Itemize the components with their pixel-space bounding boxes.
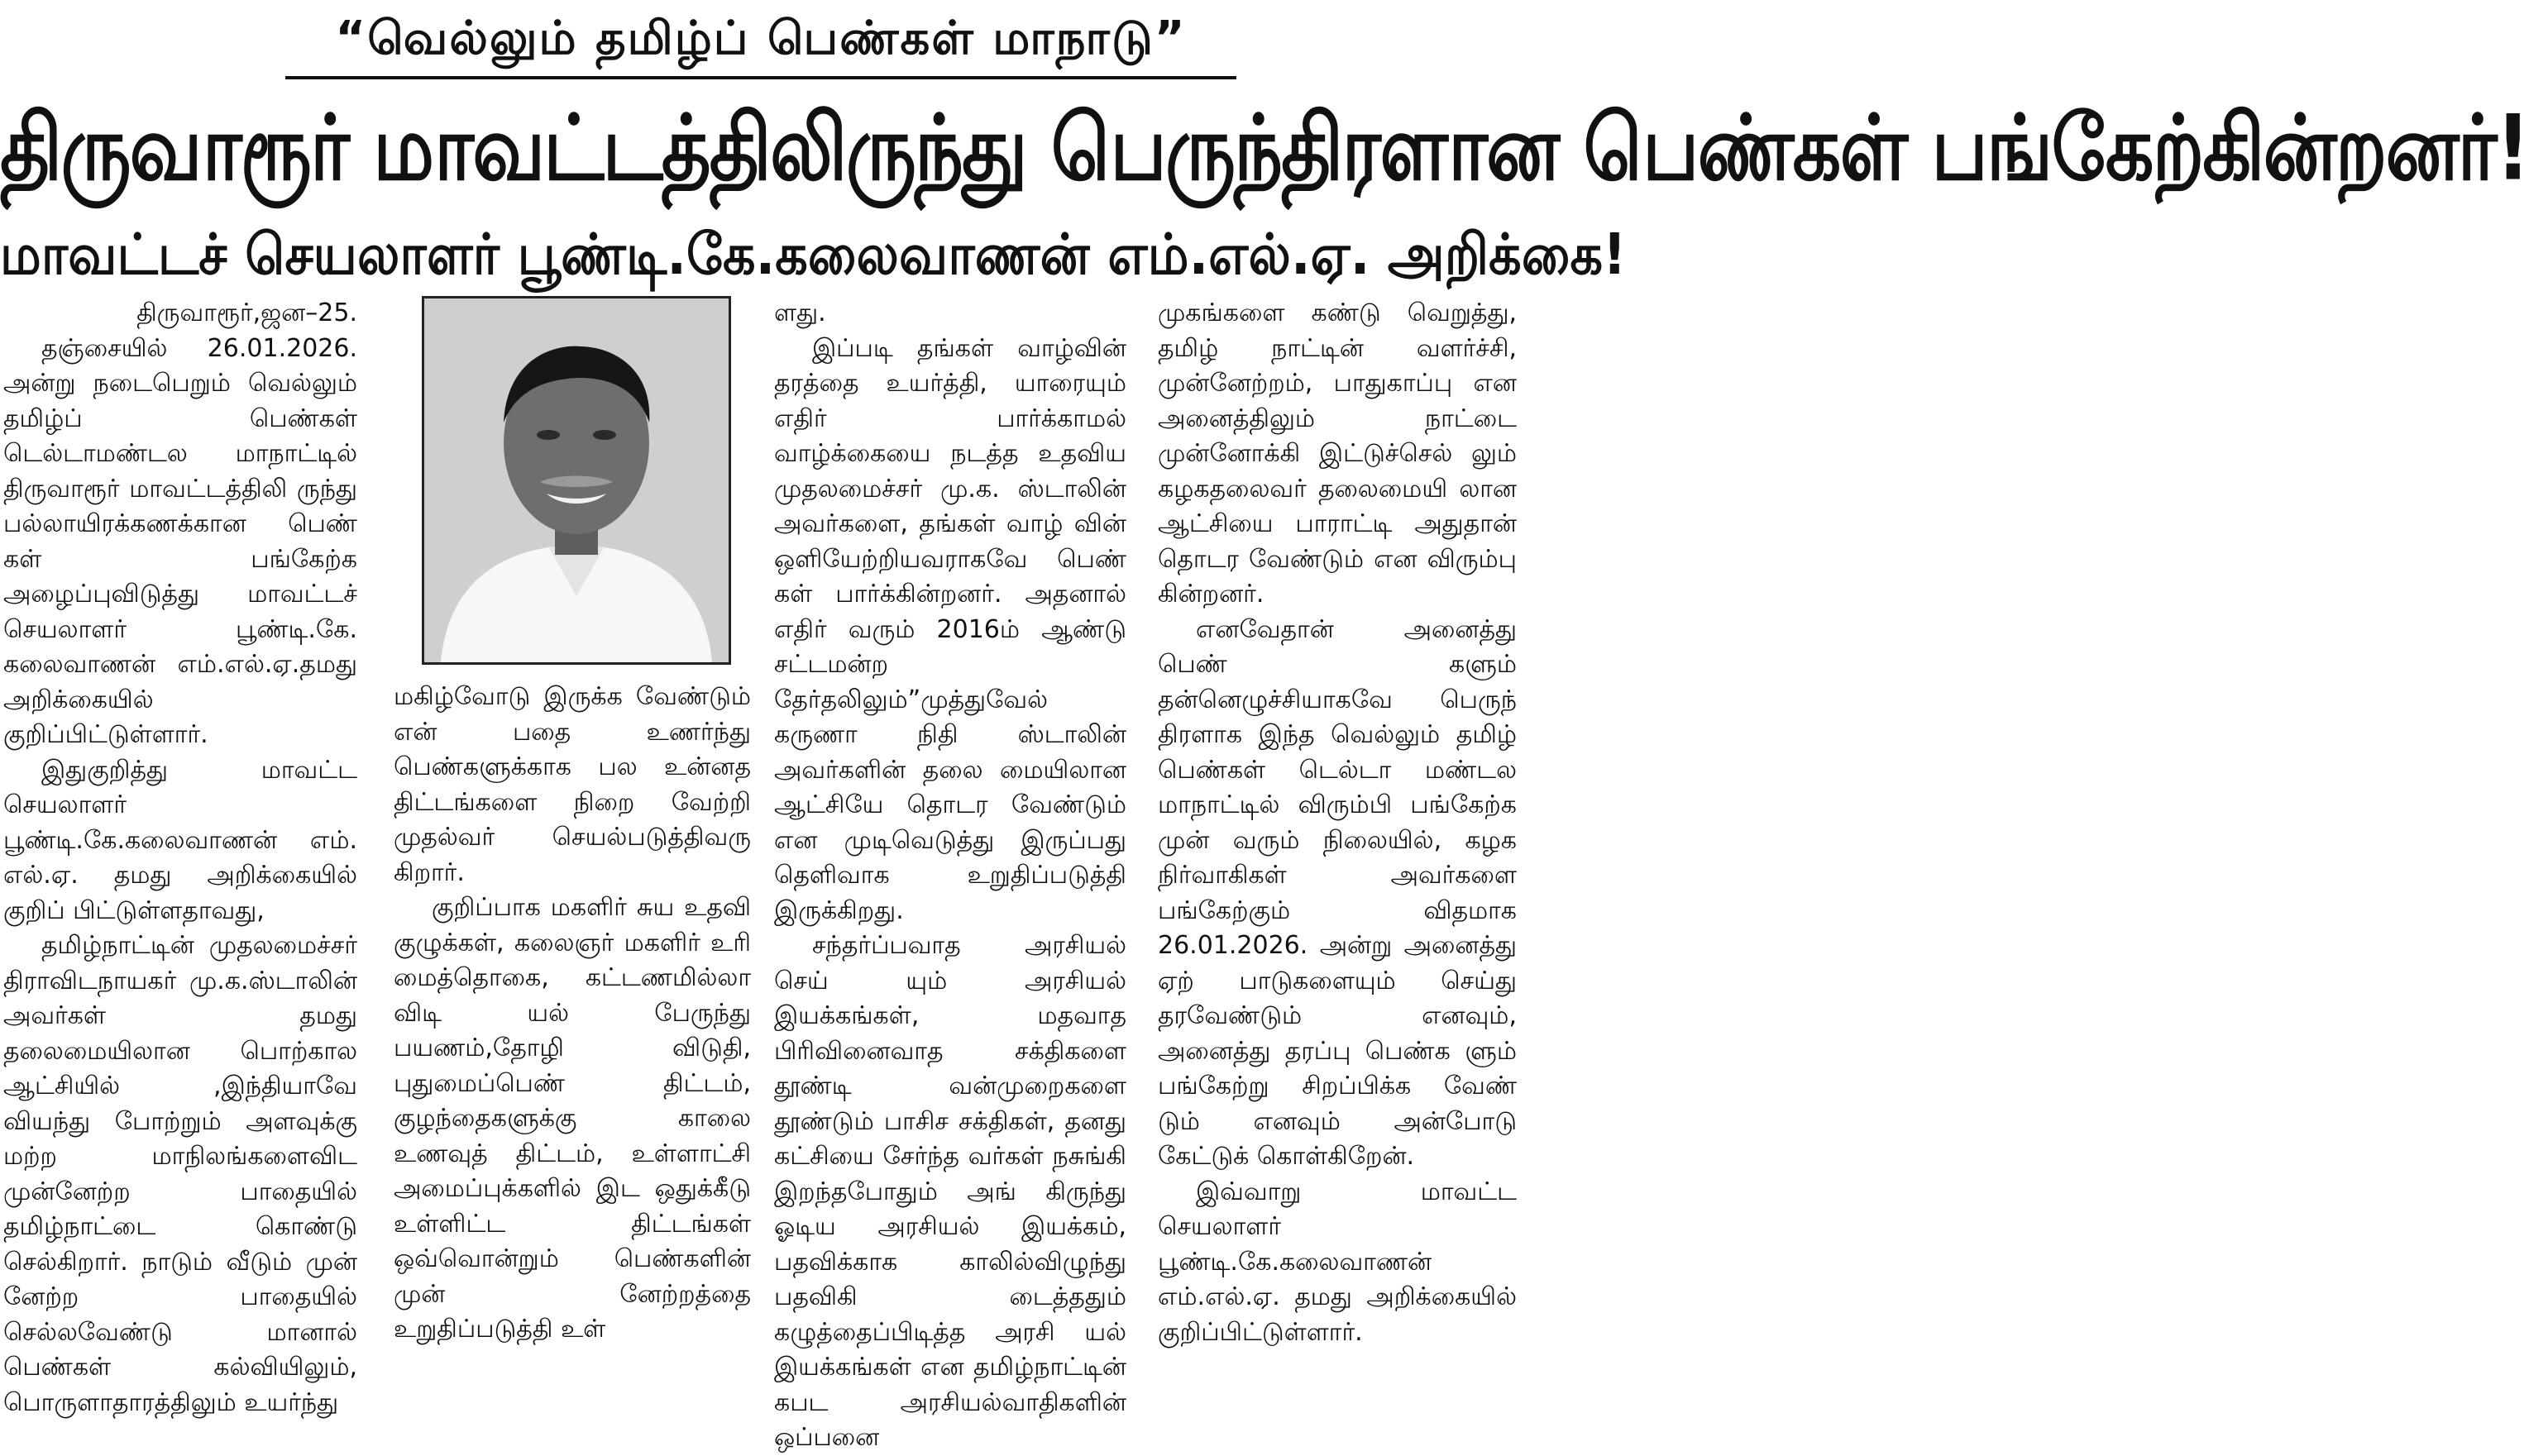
paragraph: முகங்களை கண்டு வெறுத்து, தமிழ் நாட்டின் வளர்ச்சி, முன்னேற்றம், பாதுகாப்பு என அனைத்திலும் நாட்டை முன்னோக்கி இட்டுச்செல் லும் கழகதலைவர் தலைமையி லான ஆட்சியை பாராட்டி அதுதான் தொடர வேண்டும் என விரும்பு கின்றனர். xyxy=(1158,298,1517,609)
paragraph: இதுகுறித்து மாவட்ட செயலாளர் பூண்டி.கே.கலைவாணன் எம். எல்.ஏ. தமது அறிக்கையில் குறிப் பிட்டுள்ளதாவது, xyxy=(3,755,357,925)
paragraph: மகிழ்வோடு இருக்க வேண்டும் என் பதை உணர்ந்து பெண்களுக்காக பல உன்னத திட்டங்களை நிறை வேற்றி முதல்வர் செயல்படுத்திவரு கிறார். xyxy=(394,682,751,887)
paragraph: இவ்வாறு மாவட்ட செயலாளர் பூண்டி.கே.கலைவாணன் எம்.எல்.ஏ. தமது அறிக்கையில் குறிப்பிட்டுள்ளார். xyxy=(1158,1177,1517,1347)
article-column-2 xyxy=(394,680,751,1344)
dateline: திருவாரூர்,ஜன–25. xyxy=(136,298,357,327)
article-column-4 xyxy=(1158,296,1517,1347)
kicker-title: “வெல்லும் தமிழ்ப் பெண்கள் மாநாடு” xyxy=(335,12,1187,65)
article-column-3 xyxy=(774,296,1126,1452)
portrait-image xyxy=(424,298,729,662)
paragraph: தஞ்சையில் 26.01.2026. அன்று நடைபெறும் வெல்லும் தமிழ்ப் பெண்கள் டெல்டாமண்டல மாநாட்டில் திருவாரூர் மாவட்டத்திலி ருந்து பல்லாயிரக்கணக்கான பெண் கள் பங்கேற்க அழைப்புவிடுத்து மாவட்டச் செயலாளர் பூண்டி.கே. கலைவாணன் எம்.எல்.ஏ.தமது அறிக்கையில் குறிப்பிட்டுள்ளார். xyxy=(3,333,357,749)
paragraph: சந்தர்ப்பவாத அரசியல் செய் யும் அரசியல் இயக்கங்கள், மதவாத பிரிவினைவாத சக்திகளை தூண்டி வன்முறைகளை தூண்டும் பாசிச சக்திகள், தனது கட்சியை சேர்ந்த வர்கள் நசுங்கி இறந்தபோதும் அங் கிருந்து ஓடிய அரசியல் இயக்கம், பதவிக்காக காலில்விழுந்து பதவிகி டைத்ததும் கழுத்தைப்பிடித்த அரசி யல் இயக்கங்கள் என தமிழ்நாட்டின் கபட அரசியல்வாதிகளின் ஒப்பனை xyxy=(774,931,1126,1452)
main-headline: திருவாரூர் மாவட்டத்திலிருந்து பெருந்திரளான பெண்கள் பங்கேற்கின்றனர்! xyxy=(0,96,2529,201)
paragraph: குறிப்பாக மகளிர் சுய உதவி குழுக்கள், கலைஞர் மகளிர் உரி மைத்தொகை, கட்டணமில்லா விடி யல் பேருந்து பயணம்,தோழி விடுதி, புதுமைப்பெண் திட்டம், குழந்தைகளுக்கு காலை உணவுத் திட்டம், உள்ளாட்சி அமைப்புக்களில் இட ஒதுக்கீடு உள்ளிட்ட திட்டங்கள் ஒவ்வொன்றும் பெண்களின் முன் னேற்றத்தை உறுதிப்படுத்தி உள் xyxy=(394,893,751,1344)
sub-headline: மாவட்டச் செயலாளர் பூண்டி.கே.கலைவாணன் எம்.எல்.ஏ. அறிக்கை! xyxy=(0,221,1627,288)
paragraph: தமிழ்நாட்டின் முதலமைச்சர் திராவிடநாயகர் மு.க.ஸ்டாலின் அவர்கள் தமது தலைமையிலான பொற்கால ஆட்சியில் ,இந்தியாவே வியந்து போற்றும் அளவுக்கு மற்ற மாநிலங்களைவிட முன்னேற்ற பாதையில் தமிழ்நாட்டை கொண்டு செல்கிறார். நாடும் வீடும் முன் னேற்ற பாதையில் செல்லவேண்டு மானால் பெண்கள் கல்வியிலும், பொருளாதாரத்திலும் உயர்ந்து xyxy=(3,931,357,1417)
paragraph: எனவேதான் அனைத்து பெண் களும் தன்னெழுச்சியாகவே பெருந் திரளாக இந்த வெல்லும் தமிழ் பெண்கள் டெல்டா மண்டல மாநாட்டில் விரும்பி பங்கேற்க முன் வரும் நிலையில், கழக நிர்வாகிகள் அவர்களை பங்கேற்கும் விதமாக 26.01.2026. அன்று அனைத்து ஏற் பாடுகளையும் செய்து தரவேண்டும் எனவும், அனைத்து தரப்பு பெண்க ளும் பங்கேற்று சிறப்பிக்க வேண் டும் எனவும் அன்போடு கேட்டுக் கொள்கிறேன். xyxy=(1158,614,1517,1171)
paragraph: இப்படி தங்கள் வாழ்வின் தரத்தை உயர்த்தி, யாரையும் எதிர் பார்க்காமல் வாழ்க்கையை நடத்த உதவிய முதலமைச்சர் மு.க. ஸ்டாலின் அவர்களை, தங்கள் வாழ் வின் ஒளியேற்றியவராகவே பெண் கள் பார்க்கின்றனர். அதனால் எதிர் வரும் 2016ம் ஆண்டு சட்டமன்ற தேர்தலிலும்”முத்துவேல் கருணா நிதி ஸ்டாலின் அவர்களின் தலை மையிலான ஆட்சியே தொடர வேண்டும் என முடிவெடுத்து இருப்பது தெளிவாக உறுதிப்படுத்தி இருக்கிறது. xyxy=(774,333,1126,925)
paragraph: ளது. xyxy=(774,298,826,327)
portrait-photo xyxy=(422,296,731,665)
article-column-1 xyxy=(3,296,357,1417)
